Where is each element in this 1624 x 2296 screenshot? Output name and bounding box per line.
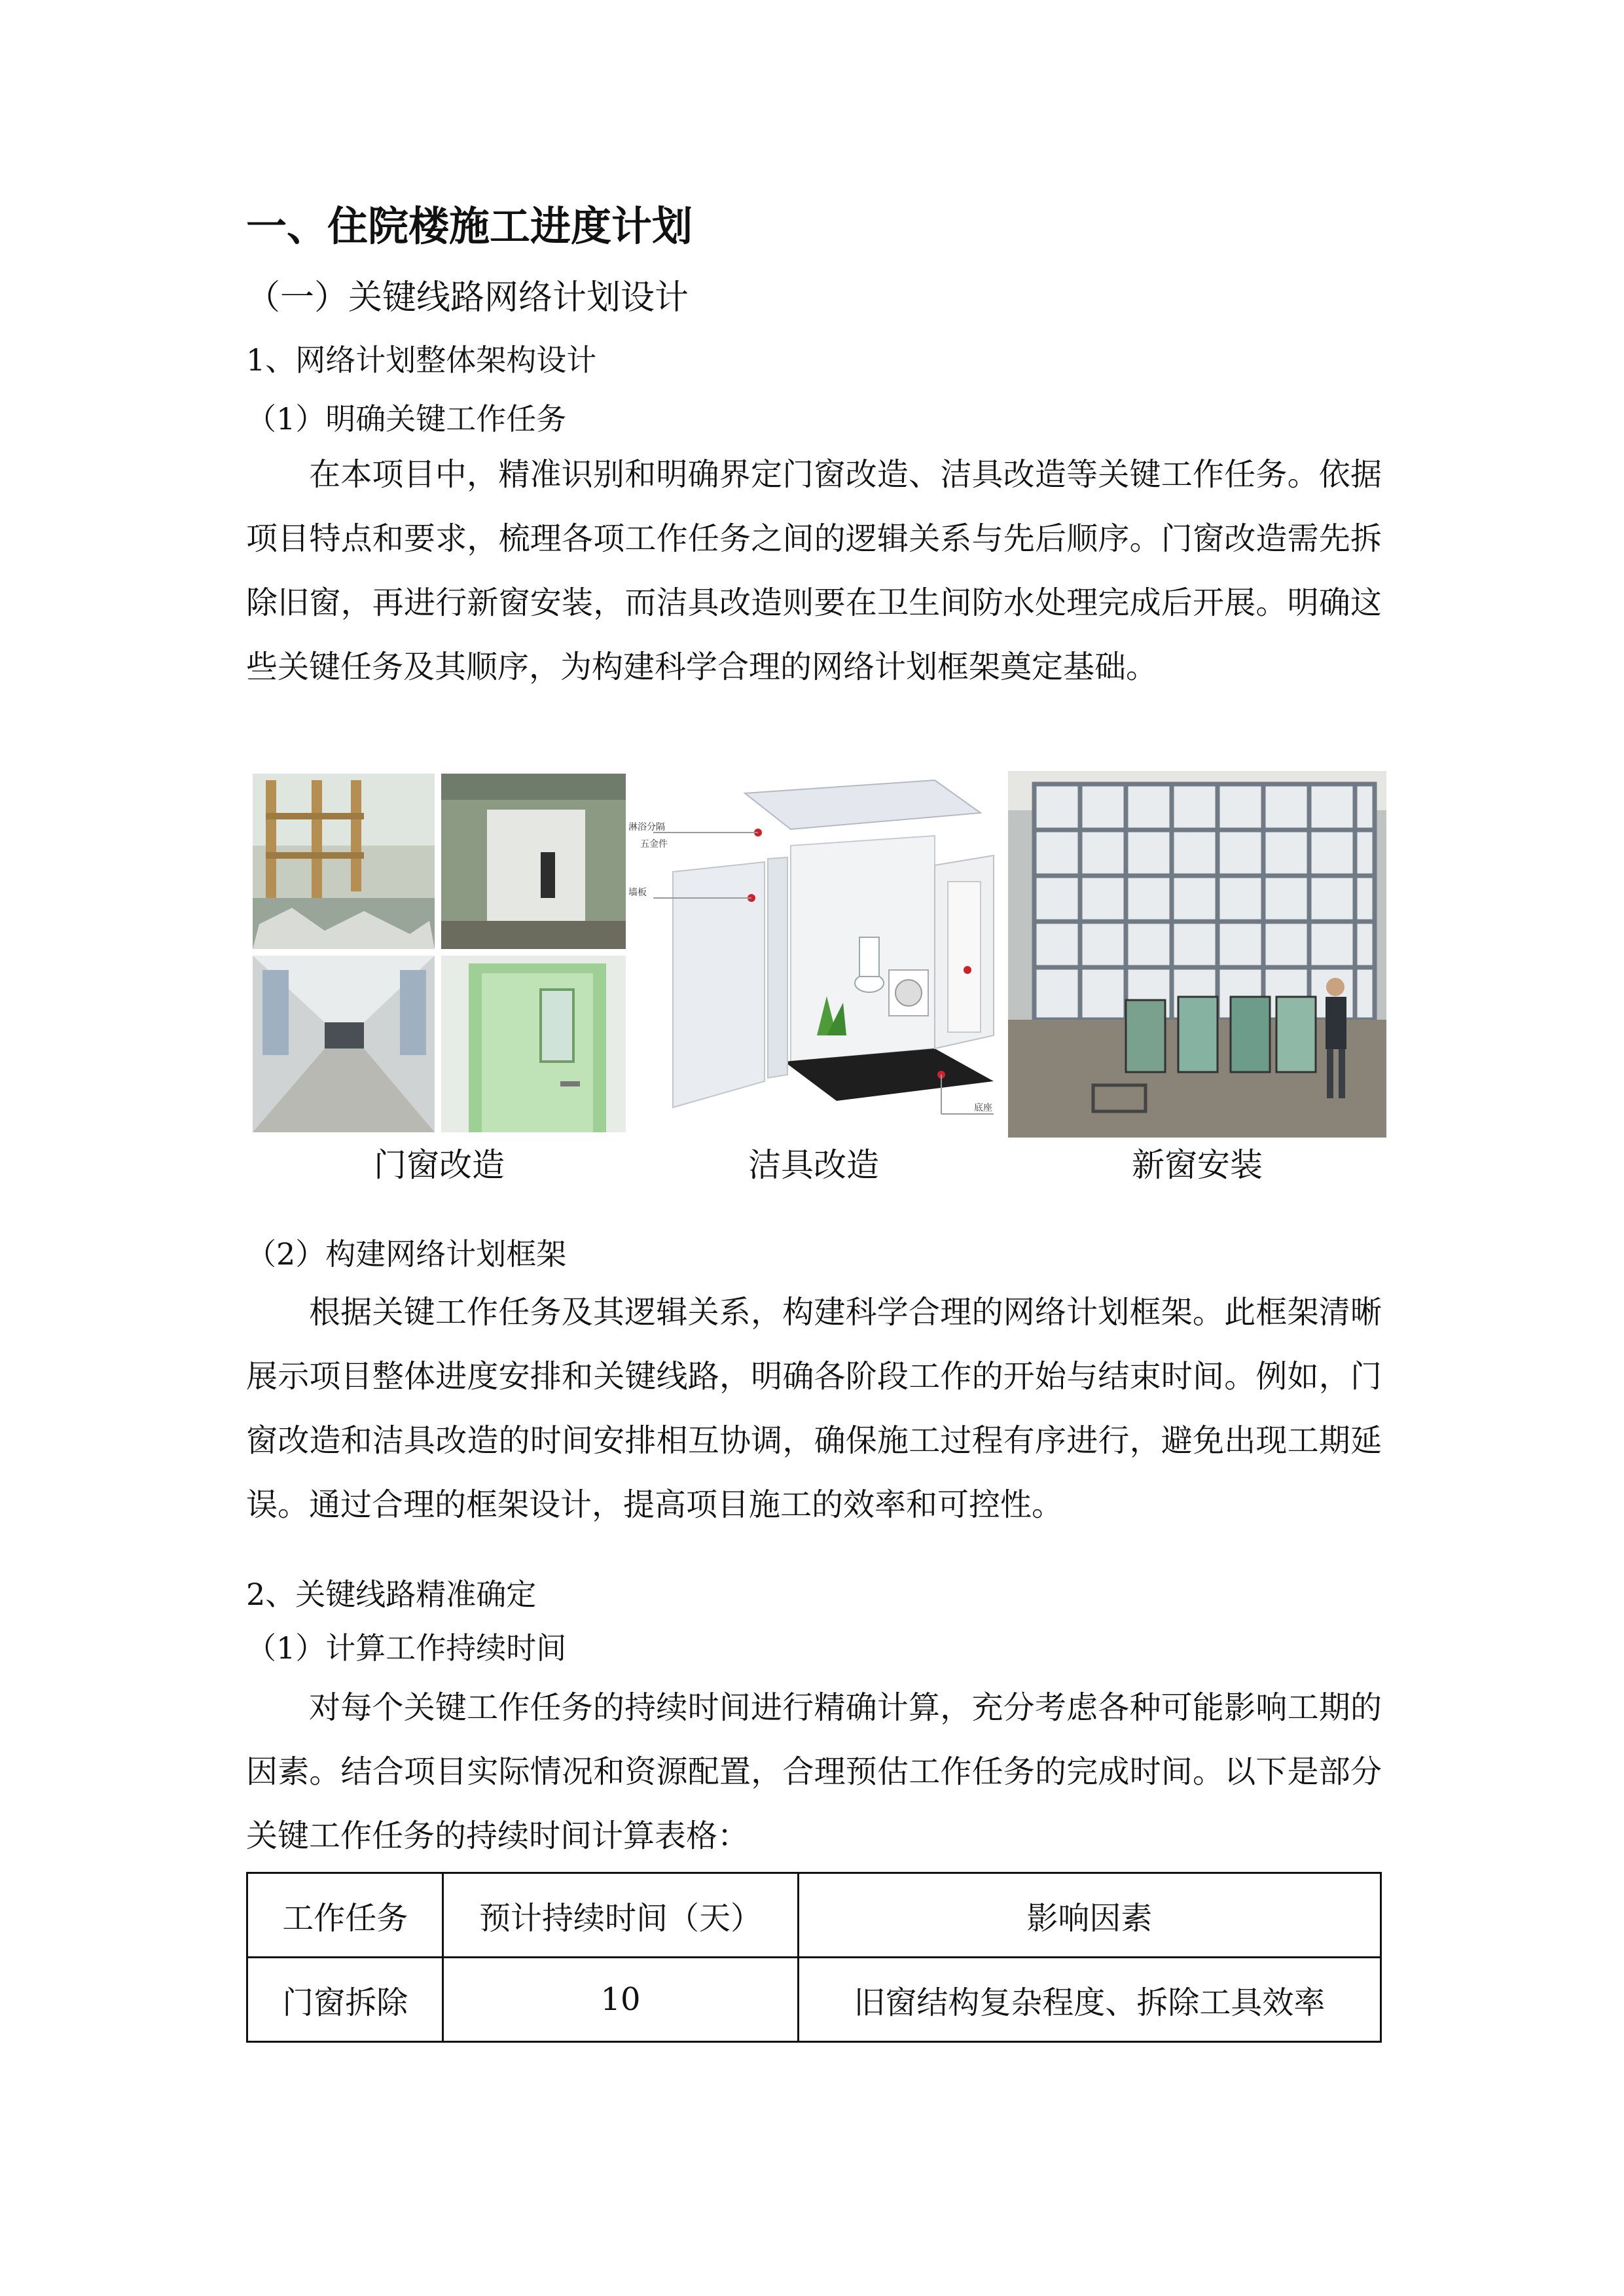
section-1-sub-2-paragraph: 根据关键工作任务及其逻辑关系，构建科学合理的网络计划框架。此框架清晰展示项目整体进度安排和关键线路，明确各阶段工作的开始与结束时间。例如，门窗改造和洁具改造的时间安排相互协调，确保施工过程有序进行，避免出现工期延误。通过合理的框架设计，提高项目施工的效率和可控性。 [246, 1294, 1382, 1523]
table-header-cell: 影响因素 [798, 1873, 1380, 1958]
caption-door-window: 门窗改造 [374, 1146, 505, 1184]
table-cell: 10 [443, 1958, 798, 2042]
section-1-title: 1、网络计划整体架构设计 [246, 342, 597, 378]
section-1-sub-1-paragraph: 在本项目中，精准识别和明确界定门窗改造、洁具改造等关键工作任务。依据项目特点和要求，梳理各项工作任务之间的逻辑关系与先后顺序。门窗改造需先拆除旧窗，再进行新窗安装，而洁具改造则要在卫生间防水处理完成后开展。明确这些关键任务及其顺序，为构建科学合理的网络计划框架奠定基础。 [246, 456, 1382, 685]
section-2-sub-1-paragraph: 对每个关键工作任务的持续时间进行精确计算，充分考虑各种可能影响工期的因素。结合项目实际情况和资源配置，合理预估工作任务的完成时间。以下是部分关键工作任务的持续时间计算表格： [246, 1689, 1382, 1854]
bathroom-fixture-diagram [627, 774, 1000, 1132]
table-cell: 旧窗结构复杂程度、拆除工具效率 [798, 1958, 1380, 2042]
label-base: 底座 [974, 1103, 992, 1113]
label-wall-panel: 墙板 [628, 888, 647, 898]
section-2-sub-1-title: （1）计算工作持续时间 [246, 1630, 567, 1666]
section-1-sub-1-title: （1）明确关键工作任务 [246, 401, 567, 437]
new-window-installation-photo [1008, 771, 1386, 1138]
caption-bathroom-fixture: 洁具改造 [748, 1146, 879, 1184]
section-2-title: 2、关键线路精准确定 [246, 1577, 537, 1612]
table-header-row [247, 1873, 1381, 1958]
duration-table [246, 1872, 1382, 2043]
table-header-cell: 工作任务 [247, 1873, 443, 1958]
caption-new-window: 新窗安装 [1132, 1146, 1263, 1184]
section-1-sub-2-title: （2）构建网络计划框架 [246, 1236, 567, 1272]
heading-2: （一）关键线路网络计划设计 [246, 278, 689, 317]
heading-1: 一、住院楼施工进度计划 [246, 202, 693, 250]
label-hardware: 五金件 [640, 839, 668, 850]
table-cell: 门窗拆除 [247, 1958, 443, 2042]
door-window-renovation-photo [253, 774, 626, 1132]
table-header-cell: 预计持续时间（天） [443, 1873, 798, 1958]
table-row [247, 1958, 1381, 2042]
label-shower-partition: 淋浴分隔 [628, 822, 665, 833]
